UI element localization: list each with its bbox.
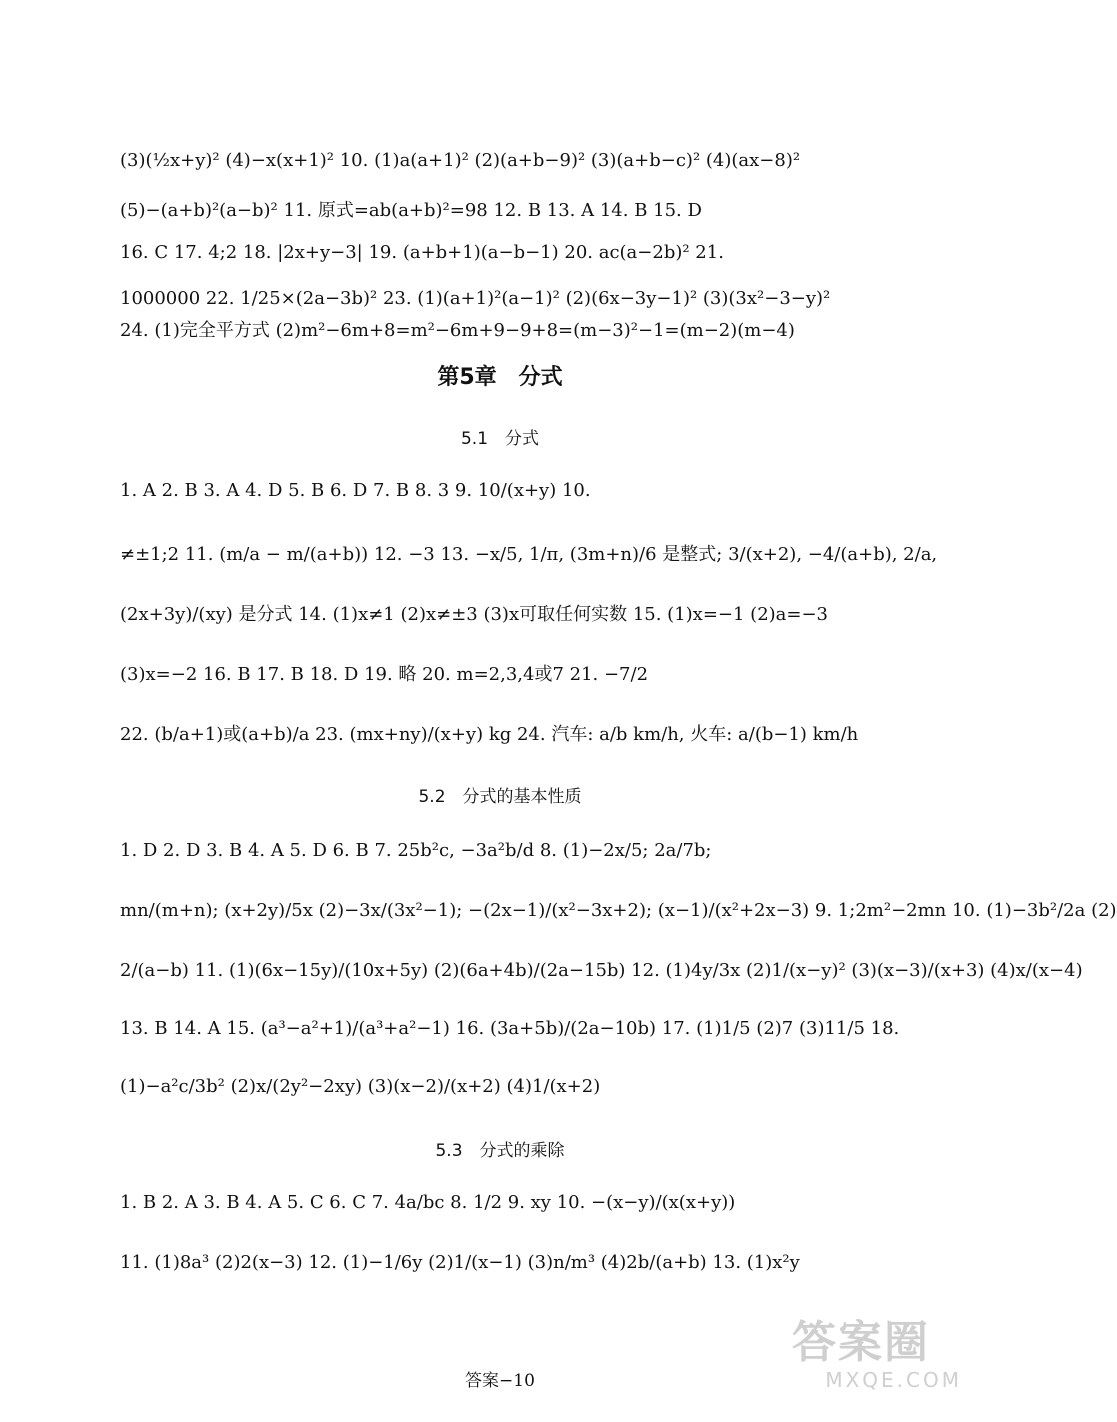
answer-line: mn/(m+n); (x+2y)/5x (2)−3x/(3x²−1); −(2x−1)/(x²−3x+2); (x−1)/(x²+2x−3) 9. 1;2m²−2mn 10. (1)−3b²/2a (2): [120, 900, 1117, 921]
watermark-domain: MXQE.COM: [825, 1368, 962, 1392]
answer-line: (5)−(a+b)²(a−b)² 11. 原式=ab(a+b)²=98 12. B 13. A 14. B 15. D: [120, 200, 702, 221]
answer-line: 22. (b/a+1)或(a+b)/a 23. (mx+ny)/(x+y) kg 24. 汽车: a/b km/h, 火车: a/(b−1) km/h: [120, 724, 859, 745]
answer-line: 1. A 2. B 3. A 4. D 5. B 6. D 7. B 8. 3 9. 10/(x+y) 10.: [120, 480, 591, 501]
answer-line: 11. (1)8a³ (2)2(x−3) 12. (1)−1/6y (2)1/(x−1) (3)n/m³ (4)2b/(a+b) 13. (1)x²y: [120, 1252, 800, 1273]
watermark-logo: [792, 1318, 962, 1408]
chapter-title: 第5章 分式: [437, 365, 563, 390]
answer-line: 1. D 2. D 3. B 4. A 5. D 6. B 7. 25b²c, −3a²b/d 8. (1)−2x/5; 2a/7b;: [120, 840, 712, 861]
answer-line: 1000000 22. 1/25×(2a−3b)² 23. (1)(a+1)²(a−1)² (2)(6x−3y−1)² (3)(3x²−3−y)²: [120, 288, 831, 309]
answer-line: 24. (1)完全平方式 (2)m²−6m+8=m²−6m+9−9+8=(m−3)²−1=(m−2)(m−4): [120, 320, 795, 341]
answer-line: (2x+3y)/(xy) 是分式 14. (1)x≠1 (2)x≠±3 (3)x可取任何实数 15. (1)x=−1 (2)a=−3: [120, 604, 829, 625]
answer-line: ≠±1;2 11. (m/a − m/(a+b)) 12. −3 13. −x/5, 1/π, (3m+n)/6 是整式; 3/(x+2), −4/(a+b), 2/a,: [120, 544, 938, 565]
answer-line: 13. B 14. A 15. (a³−a²+1)/(a³+a²−1) 16. (3a+5b)/(2a−10b) 17. (1)1/5 (2)7 (3)11/5 18.: [120, 1018, 900, 1039]
answer-line: (3)(½x+y)² (4)−x(x+1)² 10. (1)a(a+1)² (2)(a+b−9)² (3)(a+b−c)² (4)(ax−8)²: [120, 150, 801, 171]
answer-line: 2/(a−b) 11. (1)(6x−15y)/(10x+5y) (2)(6a+4b)/(2a−15b) 12. (1)4y/3x (2)1/(x−y)² (3)(x−3)/(x+3) (4)x/(x−4): [120, 960, 1083, 981]
section-title: 5.3 分式的乘除: [435, 1141, 565, 1161]
answer-line: 1. B 2. A 3. B 4. A 5. C 6. C 7. 4a/bc 8. 1/2 9. xy 10. −(x−y)/(x(x+y)): [120, 1192, 736, 1213]
watermark-text: 答案圈: [792, 1317, 930, 1368]
section-title: 5.2 分式的基本性质: [418, 787, 582, 807]
answer-line: (3)x=−2 16. B 17. B 18. D 19. 略 20. m=2,3,4或7 21. −7/2: [120, 664, 649, 685]
answer-line: (1)−a²c/3b² (2)x/(2y²−2xy) (3)(x−2)/(x+2) (4)1/(x+2): [120, 1076, 601, 1097]
page-footer: 答案−10: [465, 1371, 535, 1391]
section-title: 5.1 分式: [460, 429, 540, 449]
answer-line: 16. C 17. 4;2 18. |2x+y−3| 19. (a+b+1)(a−b−1) 20. ac(a−2b)² 21.: [120, 242, 724, 263]
